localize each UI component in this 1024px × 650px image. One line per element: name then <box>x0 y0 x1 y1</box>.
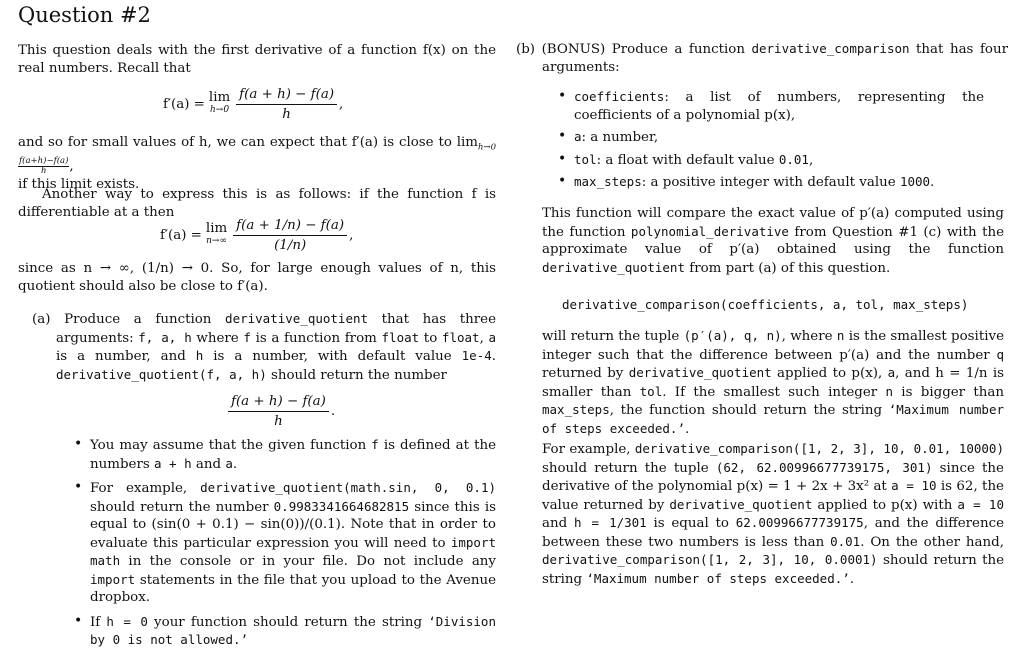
intro-paragraph-3: Another way to express this is as follows: if the function f is differentiable at a then <box>18 187 496 220</box>
code-f: f <box>243 329 251 345</box>
intro-paragraph-2 <box>18 134 496 194</box>
part-b-paragraph-3 <box>542 440 1004 588</box>
part-b-text: . <box>685 421 690 437</box>
bullet-text: For example, <box>90 481 201 496</box>
inline-code: (p′(a), q, n) <box>683 328 782 343</box>
list-item <box>556 88 984 124</box>
bullet-text: and <box>191 456 226 472</box>
code-call: derivative_quotient(f, a, h) <box>56 366 267 382</box>
inline-code: ‘Maximum number of steps exceeded.’ <box>542 402 1004 436</box>
arg-name: tol <box>574 151 597 167</box>
part-b-text: from part (a) of this question. <box>685 260 891 276</box>
p2-frac-num: f(a+h)−f(a) <box>19 156 69 167</box>
part-b-args <box>556 88 984 192</box>
part-a-text: is a function from <box>250 330 382 346</box>
bullet-text: is defined at the numbers <box>90 438 496 472</box>
list-item <box>72 479 496 607</box>
inline-code: 62.00996677739175 <box>735 515 864 530</box>
eq2-denominator: (1/n) <box>274 238 307 253</box>
p2-inline-fraction <box>18 157 69 176</box>
inline-code: derivative_quotient(math.sin, 0, 0.1) <box>200 480 496 495</box>
part-a-text: that has three arguments: <box>56 312 496 346</box>
inline-code: 1000 <box>899 174 931 189</box>
arg-desc: : a number, <box>581 130 659 145</box>
inline-code: 0.9983341664682815 <box>273 498 410 514</box>
part-b-paragraph-1 <box>542 205 1004 277</box>
part-a-text: Produce a function <box>64 312 226 327</box>
list-item <box>72 436 496 473</box>
arg-desc: : a float with default value <box>596 152 779 168</box>
part-b-text: since the derivative of the polynomial p(x) = 1 + 2x + 3x² at <box>542 460 1004 494</box>
inline-code: ‘Division by 0 is not allowed.’ <box>90 613 496 647</box>
part-b-text: returned by <box>542 366 629 381</box>
inline-code: a = 10 <box>891 478 937 493</box>
arg-name: max_steps <box>574 174 642 189</box>
part-b-text: , the function should return the string <box>609 403 889 418</box>
eq3-denominator: h <box>274 414 283 429</box>
bullet-text: your function should return the string <box>147 614 429 630</box>
arg-text <box>574 88 984 124</box>
eq2-limit <box>206 222 227 248</box>
eq2-tail: , <box>349 227 354 243</box>
inline-code: ‘Maximum number of steps exceeded.’ <box>586 570 850 586</box>
inline-code: n <box>836 328 845 343</box>
part-b-label: (b) <box>516 42 536 57</box>
eq3-fraction <box>228 393 329 429</box>
part-b-text: . <box>849 571 855 587</box>
p2-text-c: if this limit exists. <box>18 177 140 193</box>
inline-code: 0.01 <box>778 151 809 167</box>
arg-desc: , <box>808 152 814 168</box>
code-h: h <box>195 348 204 363</box>
part-b-text: This function will compare the exact value of p′(a) computed using the function <box>542 206 1004 240</box>
inline-code: (62, 62.00996677739175, 301) <box>715 459 933 475</box>
part-a-text: should return the number <box>266 367 447 383</box>
eq1-denominator: h <box>282 107 291 122</box>
eq2-lim-word: lim <box>205 221 228 236</box>
function-signature: derivative_comparison(coefficients, a, tol, max_steps) <box>562 297 969 312</box>
inline-code: import <box>90 571 136 587</box>
bullet-text: You may assume that the given function <box>90 438 372 453</box>
eq1-fraction <box>236 86 337 122</box>
inline-code: max_steps <box>542 402 610 417</box>
part-a-text: is a number, and <box>56 349 196 364</box>
bullet-text: in the console or in your file. Do not include any <box>120 554 496 569</box>
arg-text <box>574 128 984 147</box>
part-b-text: is the smallest positive integer such that the difference between p′(a) and the number <box>542 329 1004 363</box>
equation-derivative-limit-n <box>160 217 353 253</box>
part-a-text: where <box>191 330 244 346</box>
part-b-text: is 62, the value returned by <box>542 479 1004 513</box>
inline-code: h = 0 <box>106 613 148 629</box>
part-a <box>32 310 496 384</box>
list-item <box>72 613 496 650</box>
eq2-lhs: f′(a) = <box>160 227 202 243</box>
eq1-limit <box>209 91 230 117</box>
part-a-label: (a) <box>32 312 51 327</box>
p2-lim-sub: h→0 <box>477 142 496 153</box>
eq1-numerator: f(a + h) − f(a) <box>236 86 337 105</box>
equation-quotient <box>226 393 335 429</box>
code-float: float <box>381 329 420 345</box>
inline-code: 0.01 <box>830 533 861 549</box>
part-a-statement <box>32 310 496 384</box>
bullet-text <box>90 613 496 650</box>
eq2-numerator: f(a + 1/n) − f(a) <box>233 217 347 236</box>
part-b-text: . If the smallest such integer <box>662 384 886 400</box>
part-b-text: . On the other hand, <box>860 534 1004 550</box>
inline-code: f <box>371 437 379 452</box>
bullet-text: If <box>90 614 107 630</box>
part-b-text: , and the difference between these two numbers is less than <box>542 516 1005 550</box>
part-a-bullets <box>72 436 496 650</box>
arg-desc: . <box>930 175 935 190</box>
part-b-text: applied to p(x) with <box>812 497 958 513</box>
eq3-numerator: f(a + h) − f(a) <box>228 393 329 412</box>
inline-code: tol <box>639 383 663 399</box>
part-a-text: , <box>479 330 489 346</box>
inline-code: q <box>996 346 1004 362</box>
part-b-text: is equal to <box>646 516 736 531</box>
code-a: a <box>488 329 497 345</box>
bullet-text: should return the number <box>90 499 274 515</box>
p2-frac-den: h <box>40 166 47 177</box>
bullet-text: since this is equal to (sin(0 + 0.1) − sin(0))/(0.1). Note that in order to evaluate this particular expression you will need to <box>90 499 496 551</box>
inline-code: h = 1/301 <box>573 515 647 530</box>
eq1-lim-sub: h→0 <box>210 105 230 115</box>
part-b-text: , where <box>781 329 837 344</box>
arg-desc: : a list of numbers, representing the coefficients of a polynomial p(x), <box>574 90 984 123</box>
code-float: float <box>441 329 480 345</box>
inline-code: import math <box>90 534 496 568</box>
list-item <box>556 151 984 170</box>
inline-code: derivative_comparison([1, 2, 3], 10, 0.0001) <box>542 552 878 567</box>
part-b-text: applied to p(x), <box>771 366 888 381</box>
code-fn-name: derivative_quotient <box>225 311 369 326</box>
part-b-paragraph-2 <box>542 327 1004 438</box>
question-title: Question #2 <box>18 3 151 27</box>
inline-code: a = 10 <box>957 496 1004 512</box>
list-item <box>556 128 984 147</box>
code-fn-name: derivative_comparison <box>751 41 910 56</box>
part-a-text: to <box>419 330 442 346</box>
code-default: 1e-4 <box>461 348 492 363</box>
part-b-text: from Question #1 (c) with the approximate value of p′(a) obtained using the function <box>542 224 1004 257</box>
inline-code: derivative_quotient <box>542 259 685 275</box>
part-b-text: (BONUS) Produce a function <box>541 42 752 57</box>
intro-paragraph-4: since as n → ∞, (1/n) → 0. So, for large enough values of n, this quotient should also be close to f′(a). <box>18 261 496 294</box>
part-b-intro <box>516 40 1008 76</box>
part-a-text: is a number, with default value <box>203 349 462 364</box>
eq3-tail: . <box>330 403 336 419</box>
arg-name: a <box>574 129 582 144</box>
inline-code: a <box>225 455 233 471</box>
arg-text <box>574 173 984 192</box>
eq1-lhs: f′(a) = <box>163 96 205 112</box>
part-b-text: should return the tuple <box>542 460 716 476</box>
list-item <box>556 173 984 192</box>
p2-text-a: and so for small values of h, we can expect that f′(a) is close to lim <box>18 135 478 150</box>
part-b-text: will return the tuple <box>542 329 684 344</box>
intro-paragraph-1: This question deals with the first derivative of a function f(x) on the real numbers. Recall that <box>18 43 496 76</box>
part-a-text: . <box>491 349 496 364</box>
arg-text <box>574 151 984 170</box>
inline-code: derivative_comparison([1, 2, 3], 10, 0.01, 10000) <box>634 441 1004 456</box>
inline-code: a <box>887 365 896 380</box>
eq1-tail: , <box>339 96 344 112</box>
part-b-text: is bigger than <box>893 384 1004 400</box>
p2-text-b: , <box>69 159 74 175</box>
part-b-text: For example, <box>542 442 635 457</box>
bullet-text: . <box>232 456 238 472</box>
bullet-text <box>90 436 496 473</box>
arg-desc: : a positive integer with default value <box>641 175 900 190</box>
eq1-lim-word: lim <box>208 90 231 105</box>
code-args: f, a, h <box>138 329 192 345</box>
inline-code: polynomial_derivative <box>630 223 789 239</box>
part-b-text: and <box>542 516 574 531</box>
equation-derivative-limit <box>163 86 343 122</box>
inline-code: a + h <box>153 455 192 471</box>
inline-code: derivative_quotient <box>628 365 772 380</box>
inline-code: n <box>885 383 894 399</box>
eq2-fraction <box>233 217 347 253</box>
bullet-text <box>90 479 496 607</box>
arg-name: coefficients <box>574 89 665 104</box>
part-b-text: should return the string <box>542 553 1004 587</box>
part-b-text: , and h = 1/n is smaller than <box>542 366 1004 400</box>
part-b-text: that has four arguments: <box>542 42 1008 75</box>
bullet-text: statements in the file that you upload to the Avenue dropbox. <box>90 572 496 605</box>
inline-code: derivative_quotient <box>669 496 813 512</box>
eq2-lim-sub: n→∞ <box>206 236 227 246</box>
